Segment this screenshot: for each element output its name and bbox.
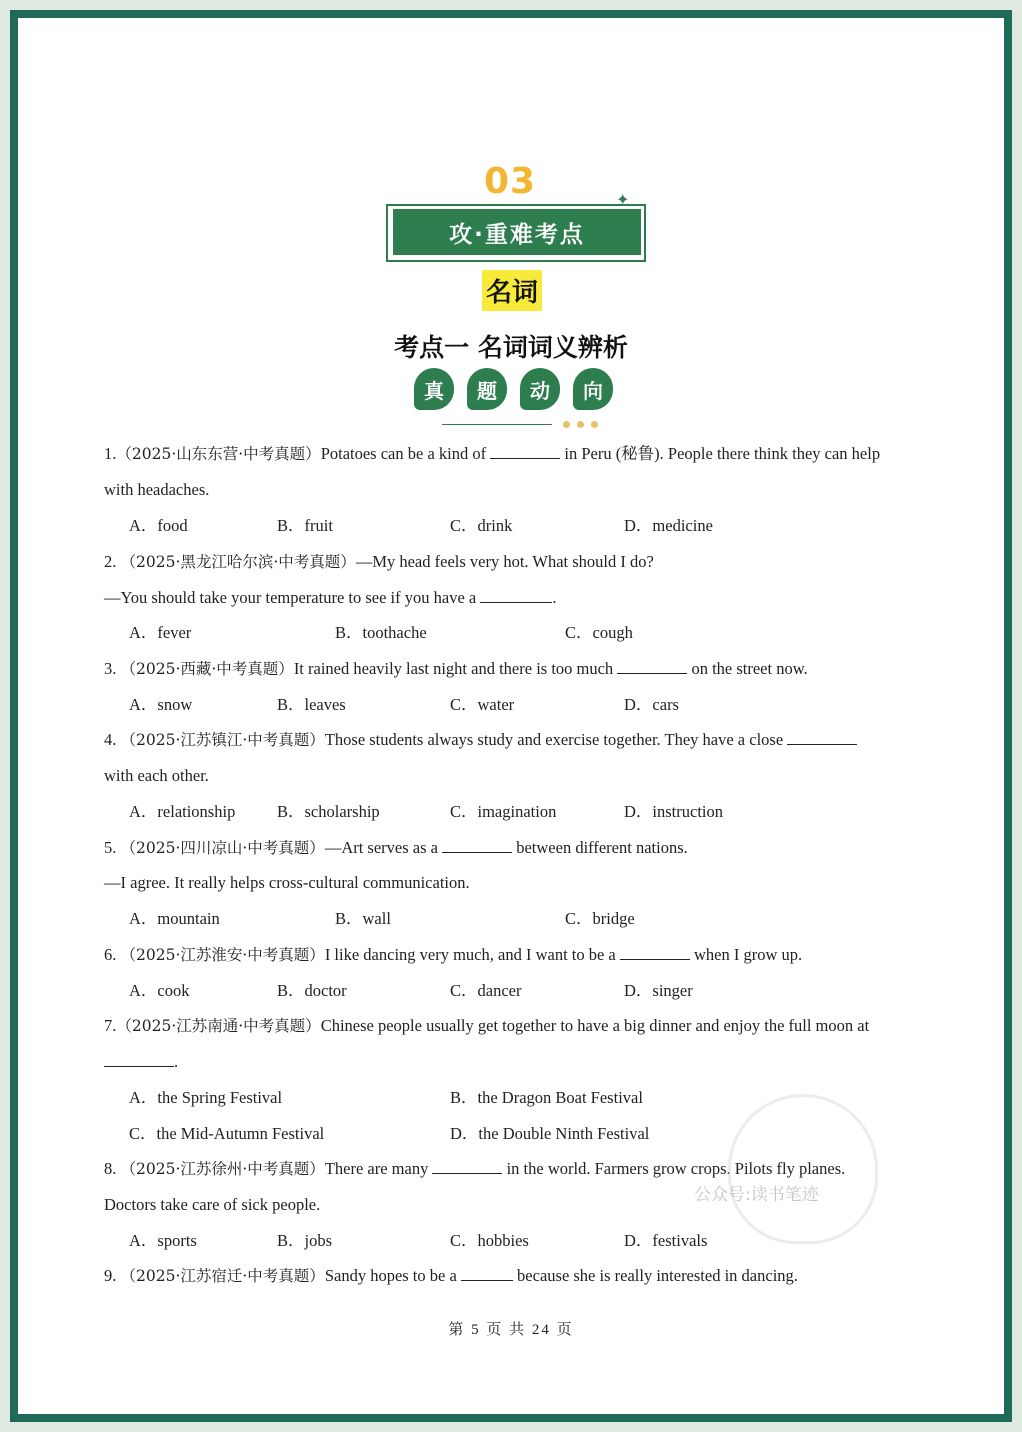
question-text: I like dancing very much, and I want to be a [324, 945, 620, 964]
question-text: on the street now. [687, 659, 808, 678]
question-text: when I grow up. [689, 945, 803, 964]
question-number: 5. [104, 838, 117, 857]
question-4 [104, 730, 857, 750]
question-continuation [104, 588, 556, 608]
option-b[interactable]: B．scholarship [277, 802, 380, 821]
option-b[interactable]: B．doctor [277, 981, 347, 1000]
section-header [18, 158, 1004, 428]
question-text: —My head feels very hot. What should I do? [355, 552, 654, 571]
option-d[interactable]: D．medicine [624, 516, 713, 535]
option-d[interactable]: D．festivals [624, 1231, 708, 1250]
question-continuation [104, 1052, 178, 1072]
question-source: （2025·黑龙江哈尔滨·中考真题） [120, 553, 356, 571]
question-number: 3. [104, 659, 117, 678]
answer-blank[interactable] [620, 945, 690, 960]
option-d[interactable]: D．instruction [624, 802, 723, 821]
answer-blank[interactable] [432, 1159, 502, 1174]
badge-number: 03 [483, 161, 537, 202]
pill-2: 题 [467, 368, 507, 410]
question-text: because she is really interested in dancing. [512, 1266, 798, 1285]
answer-blank[interactable] [104, 1052, 174, 1067]
question-continuation: —I agree. It really helps cross-cultural communication. [104, 873, 470, 892]
question-text: between different nations. [512, 838, 688, 857]
option-a[interactable]: A．snow [129, 695, 193, 714]
option-a[interactable]: A．cook [129, 981, 190, 1000]
badge-title: 攻·重难考点 [393, 209, 641, 255]
question-source: （2025·山东东营·中考真题） [116, 445, 321, 463]
section-title: 考点一 名词词义辨析 [394, 333, 628, 362]
question-source: （2025·江苏淮安·中考真题） [120, 946, 325, 964]
option-a[interactable]: A．mountain [129, 909, 220, 928]
question-source: （2025·四川凉山·中考真题） [120, 839, 325, 857]
option-c[interactable]: C．dancer [450, 981, 522, 1000]
option-d[interactable]: D．the Double Ninth Festival [450, 1124, 650, 1143]
question-source: （2025·江苏镇江·中考真题） [120, 731, 325, 749]
question-continuation: with headaches. [104, 480, 210, 499]
divider-dot [563, 421, 570, 428]
question-number: 9. [104, 1266, 117, 1285]
divider-dot [591, 421, 598, 428]
option-d[interactable]: D．cars [624, 695, 679, 714]
question-number: 4. [104, 730, 117, 749]
question-continuation: with each other. [104, 766, 209, 785]
question-text: . [552, 588, 557, 607]
question-source: （2025·江苏宿迁·中考真题） [120, 1267, 325, 1285]
question-source: （2025·西藏·中考真题） [120, 660, 294, 678]
question-3 [104, 659, 808, 679]
question-number: 6. [104, 945, 117, 964]
answer-blank[interactable] [787, 730, 857, 745]
question-9 [104, 1266, 798, 1286]
question-source: （2025·江苏徐州·中考真题） [120, 1160, 325, 1178]
option-a[interactable]: A．food [129, 516, 188, 535]
question-text: —You should take your temperature to see if you have a [104, 588, 481, 607]
topic-title: 名词 [482, 270, 542, 311]
page-footer: 第 5 页 共 24 页 [448, 1322, 574, 1338]
question-text: Sandy hopes to be a [324, 1266, 461, 1285]
option-a[interactable]: A．relationship [129, 802, 236, 821]
question-continuation: Doctors take care of sick people. [104, 1195, 321, 1214]
question-number: 2. [104, 552, 117, 571]
answer-blank[interactable] [490, 444, 560, 459]
divider-dot [577, 421, 584, 428]
option-c[interactable]: C．water [450, 695, 515, 714]
option-c[interactable]: C．imagination [450, 802, 557, 821]
option-c[interactable]: C．bridge [565, 909, 635, 928]
option-b[interactable]: B．wall [335, 909, 391, 928]
option-c[interactable]: C．cough [565, 623, 633, 642]
answer-blank[interactable] [617, 659, 687, 674]
document-page [18, 18, 1004, 1414]
option-b[interactable]: B．fruit [277, 516, 333, 535]
option-c[interactable]: C．the Mid-Autumn Festival [129, 1124, 325, 1143]
question-text: Chinese people usually get together to have a big dinner and enjoy the full moon at [320, 1016, 870, 1035]
option-b[interactable]: B．toothache [335, 623, 427, 642]
option-a[interactable]: A．sports [129, 1231, 197, 1250]
answer-blank[interactable] [461, 1266, 513, 1281]
watermark: 公众号:读书笔迹 [694, 1185, 819, 1205]
question-source: （2025·江苏南通·中考真题） [116, 1017, 321, 1035]
question-1 [104, 444, 880, 464]
answer-blank[interactable] [442, 838, 512, 853]
bear-watermark-icon [728, 1094, 878, 1244]
question-text: in Peru (秘鲁). People there think they can help [560, 444, 881, 463]
question-text: —Art serves as a [324, 838, 443, 857]
question-number: 1. [104, 444, 117, 463]
question-5 [104, 838, 688, 858]
pill-1: 真 [414, 368, 454, 410]
option-a[interactable]: A．fever [129, 623, 192, 642]
badge [386, 204, 638, 256]
question-2 [104, 552, 654, 572]
divider-line [442, 424, 552, 425]
pill-4: 向 [573, 368, 613, 410]
option-b[interactable]: B．the Dragon Boat Festival [450, 1088, 643, 1107]
question-text: Potatoes can be a kind of [320, 444, 491, 463]
question-text: Those students always study and exercise together. They have a close [324, 730, 788, 749]
question-7 [104, 1016, 869, 1036]
question-text: in the world. Farmers grow crops. Pilots fly planes. [502, 1159, 846, 1178]
answer-blank[interactable] [480, 588, 552, 603]
option-b[interactable]: B．jobs [277, 1231, 333, 1250]
question-text: It rained heavily last night and there is too much [293, 659, 618, 678]
question-number: 7. [104, 1016, 117, 1035]
pill-3: 动 [520, 368, 560, 410]
question-6 [104, 945, 802, 965]
option-c[interactable]: C．drink [450, 516, 513, 535]
question-text: . [174, 1052, 179, 1071]
question-text: There are many [324, 1159, 433, 1178]
option-a[interactable]: A．the Spring Festival [129, 1088, 283, 1107]
option-b[interactable]: B．leaves [277, 695, 346, 714]
sparkle-icon: ✦ [616, 190, 630, 209]
question-number: 8. [104, 1159, 117, 1178]
option-d[interactable]: D．singer [624, 981, 693, 1000]
option-c[interactable]: C．hobbies [450, 1231, 529, 1250]
